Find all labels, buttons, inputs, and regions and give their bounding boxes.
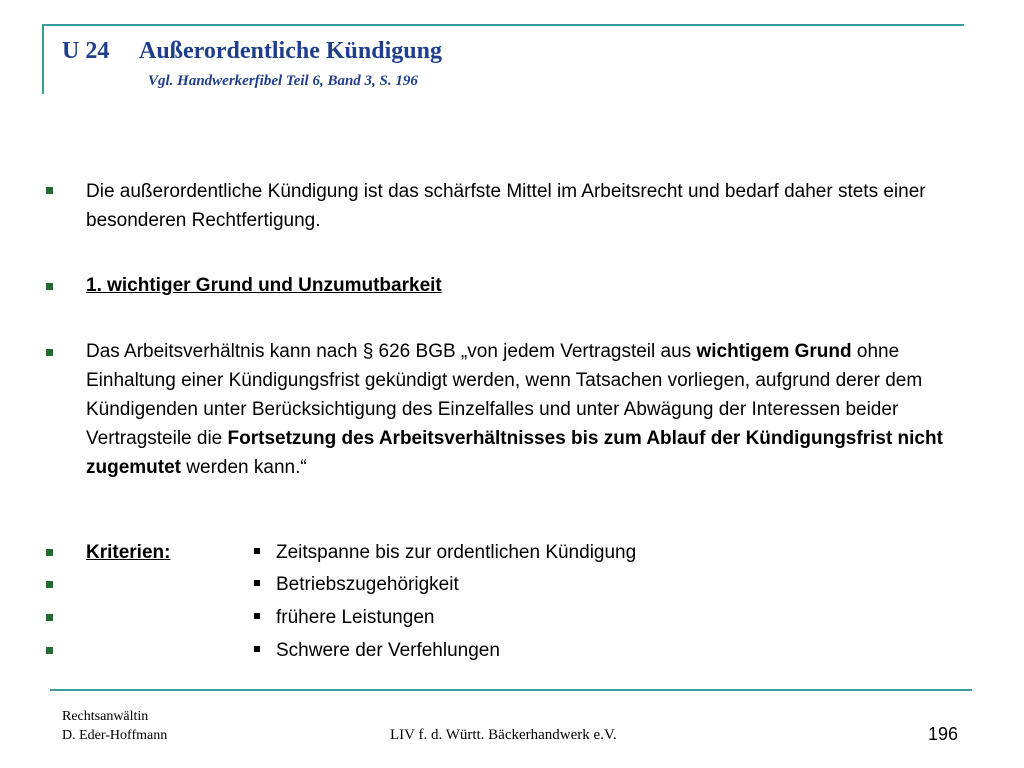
bullet-marker bbox=[46, 614, 53, 621]
title-frame-top-line bbox=[42, 24, 964, 26]
square-bullet-icon bbox=[254, 646, 260, 652]
bullet-marker bbox=[46, 581, 53, 588]
law-text-2: ohne Einhaltung einer Kündigungsfrist gekündigt werden, wenn Tatsachen vorliegen, aufgrund derer dem Kündigenden unter Berücksichtigung des Einzelfalles und unter Abwägung der Interessen beider Vertragsteile die bbox=[86, 341, 923, 449]
slide-title bbox=[62, 38, 442, 65]
criteria-item bbox=[250, 538, 636, 567]
criteria-item bbox=[250, 636, 500, 665]
page-number: 196 bbox=[928, 724, 959, 744]
slide-subtitle: Vgl. Handwerkerfibel Teil 6, Band 3, S. 196 bbox=[148, 73, 418, 89]
intro-paragraph: Die außerordentliche Kündigung ist das schärfste Mittel im Arbeitsrecht und bedarf daher stets einer besonderen Rechtfertigung. bbox=[86, 181, 926, 231]
footer-author bbox=[62, 707, 167, 745]
bullet-marker bbox=[46, 283, 53, 290]
footer-organization: LIV f. d. Württ. Bäckerhandwerk e.V. bbox=[390, 727, 617, 743]
criteria-item-text: Betriebszugehörigkeit bbox=[276, 574, 459, 595]
square-bullet-icon bbox=[254, 613, 260, 619]
criteria-item bbox=[250, 603, 434, 632]
footer-divider bbox=[50, 689, 972, 691]
footer-author-name: D. Eder-Hoffmann bbox=[62, 728, 168, 743]
law-text-1: Das Arbeitsverhältnis kann nach § 626 BGB „von jedem Vertragsteil aus bbox=[86, 341, 697, 362]
footer-author-title: Rechtsanwältin bbox=[62, 709, 149, 724]
criteria-item-text: frühere Leistungen bbox=[276, 607, 435, 628]
law-emphasis-1: wichtigem Grund bbox=[696, 341, 852, 362]
bullet-marker bbox=[46, 549, 53, 556]
criteria-item-text: Zeitspanne bis zur ordentlichen Kündigung bbox=[276, 542, 637, 563]
square-bullet-icon bbox=[254, 548, 260, 554]
law-text-3: werden kann.“ bbox=[181, 457, 307, 478]
bullet-marker bbox=[46, 647, 53, 654]
bullet-marker bbox=[46, 187, 53, 194]
law-emphasis-2: Fortsetzung des Arbeitsverhältnisses bis zum Ablauf der Kündigungsfrist nicht zugemutet bbox=[86, 428, 943, 478]
bullet-marker bbox=[46, 349, 53, 356]
criteria-item bbox=[250, 570, 459, 599]
title-frame-left-line bbox=[42, 24, 44, 94]
square-bullet-icon bbox=[254, 580, 260, 586]
law-paragraph bbox=[86, 337, 956, 482]
slide-title-text: Außerordentliche Kündigung bbox=[139, 38, 442, 64]
criteria-label: Kriterien: bbox=[86, 542, 171, 563]
slide-title-number: U 24 bbox=[62, 38, 110, 64]
criteria-item-text: Schwere der Verfehlungen bbox=[276, 640, 500, 661]
section-heading: 1. wichtiger Grund und Unzumutbarkeit bbox=[86, 275, 442, 296]
